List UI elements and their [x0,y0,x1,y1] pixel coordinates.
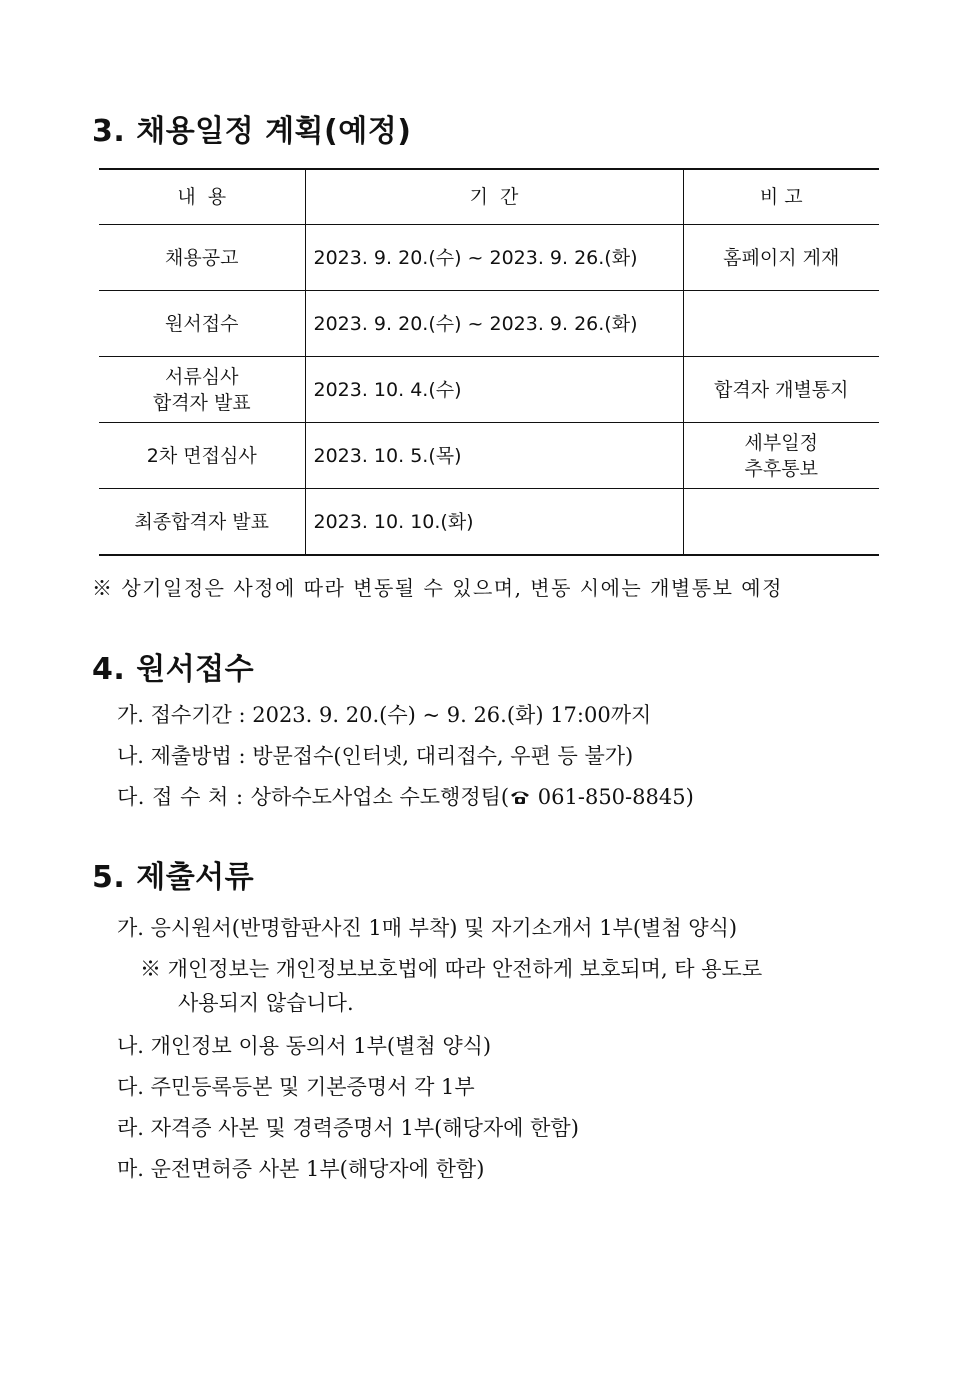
table-row [99,489,879,556]
privacy-note: ※ 개인정보는 개인정보보호법에 따라 안전하게 보호되며, 타 용도로 사용되지 않습니다. [140,957,763,1015]
row-period: 2023. 9. 20.(수) ~ 2023. 9. 26.(화) [305,225,683,291]
document-item: 나. 개인정보 이용 동의서 1부(별첨 양식) [117,1034,492,1058]
row-period: 2023. 10. 4.(수) [305,357,683,423]
header-period: 기 간 [305,169,683,225]
document-item: 다. 주민등록등본 및 기본증명서 각 1부 [117,1075,475,1099]
application-office: 다. 접 수 처 : 상하수도사업소 수도행정팀( 061-850-8845) [117,785,694,809]
header-remarks: 비 고 [683,169,879,225]
table-row [99,291,879,357]
row-period: 2023. 10. 5.(목) [305,423,683,489]
section-5-title: 5. 제출서류 [92,860,255,895]
table-row [99,225,879,291]
row-item: 원서접수 [99,291,305,357]
row-note [683,489,879,556]
submission-method: 나. 제출방법 : 방문접수(인터넷, 대리접수, 우편 등 불가) [117,744,634,768]
telephone-icon [509,784,531,802]
schedule-footnote: ※ 상기일정은 사정에 따라 변동될 수 있으며, 변동 시에는 개별통보 예정 [92,576,783,600]
section-4-title: 4. 원서접수 [92,652,255,687]
row-item: 최종합격자 발표 [99,489,305,556]
table-row [99,423,879,489]
schedule-table [99,168,879,556]
row-item: 서류심사 합격자 발표 [99,357,305,423]
row-note: 합격자 개별통지 [683,357,879,423]
row-note: 홈페이지 게재 [683,225,879,291]
section-3-title: 3. 채용일정 계획(예정) [92,114,412,149]
table-header-row [99,169,879,225]
document-item: 라. 자격증 사본 및 경력증명서 1부(해당자에 한함) [117,1116,579,1140]
row-item: 2차 면접심사 [99,423,305,489]
row-period: 2023. 10. 10.(화) [305,489,683,556]
document-item: 가. 응시원서(반명함판사진 1매 부착) 및 자기소개서 1부(별첨 양식) [117,916,738,940]
table-row [99,357,879,423]
row-note [683,291,879,357]
document-item: 마. 운전면허증 사본 1부(해당자에 한함) [117,1157,485,1181]
application-period: 가. 접수기간 : 2023. 9. 20.(수) ~ 9. 26.(화) 17:00까지 [117,703,652,727]
row-item: 채용공고 [99,225,305,291]
row-period: 2023. 9. 20.(수) ~ 2023. 9. 26.(화) [305,291,683,357]
row-note: 세부일정 추후통보 [683,423,879,489]
header-content: 내 용 [99,169,305,225]
